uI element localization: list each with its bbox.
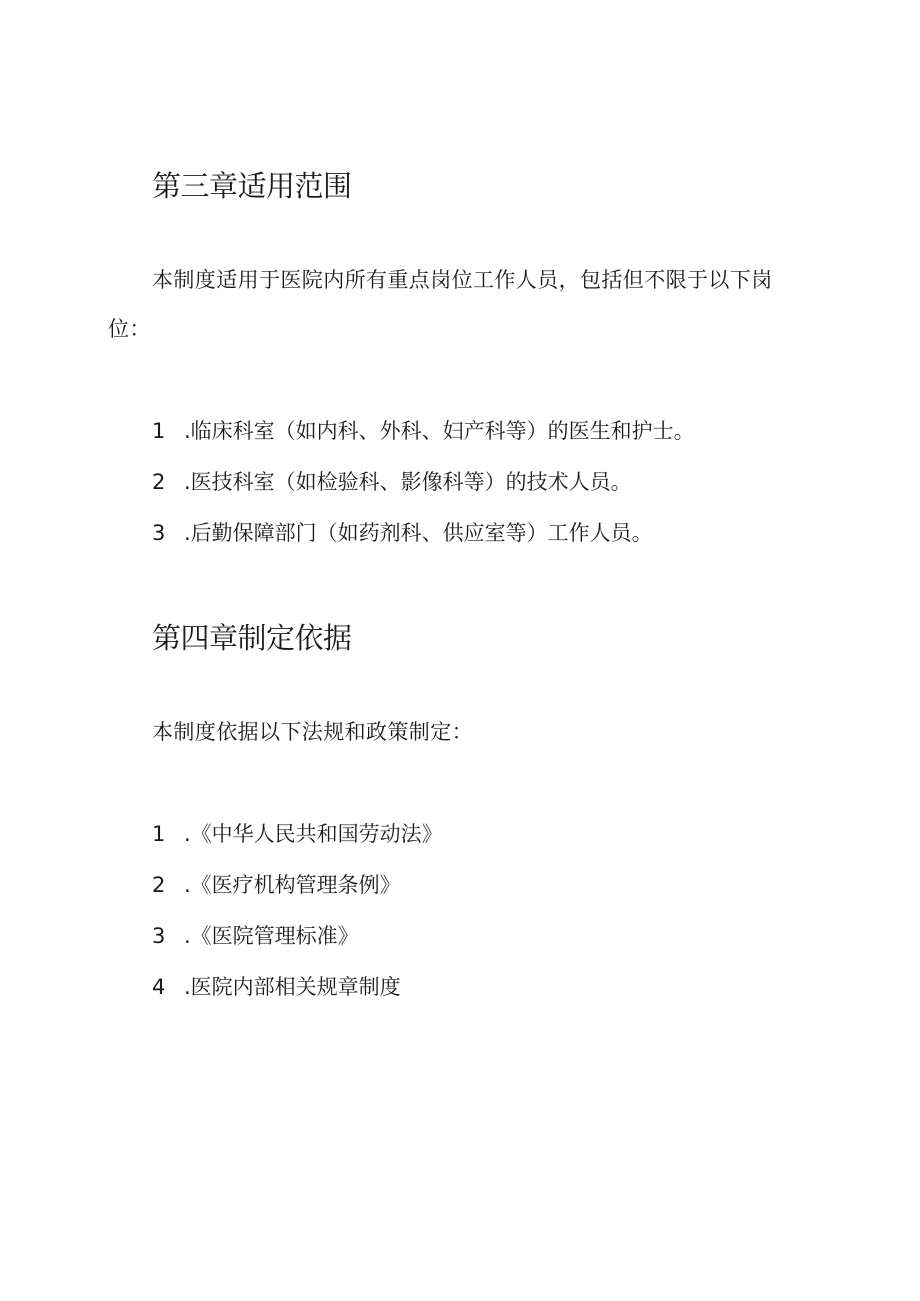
list-number: 4 bbox=[152, 975, 166, 999]
chapter3-list-item-1 bbox=[152, 421, 695, 442]
list-text: .后勤保障部门（如药剂科、供应室等）工作人员。 bbox=[184, 521, 653, 545]
list-text: .临床科室（如内科、外科、妇产科等）的医生和护士。 bbox=[184, 419, 695, 443]
chapter4-intro: 本制度依据以下法规和政策制定： bbox=[152, 720, 473, 744]
chapter4-title: 第四章制定依据 bbox=[152, 621, 352, 655]
chapter3-list-item-3 bbox=[152, 523, 653, 544]
list-number: 1 bbox=[152, 822, 166, 846]
chapter4-list-item-2 bbox=[152, 875, 401, 896]
list-text: .《医疗机构管理条例》 bbox=[184, 873, 401, 897]
chapter3-list-item-2 bbox=[152, 472, 632, 493]
list-text: .《中华人民共和国劳动法》 bbox=[184, 822, 443, 846]
list-text: .《医院管理标准》 bbox=[184, 924, 359, 948]
list-number: 1 bbox=[152, 419, 166, 443]
list-number: 2 bbox=[152, 873, 166, 897]
chapter4-list-item-4 bbox=[152, 977, 401, 998]
list-text: .医技科室（如检验科、影像科等）的技术人员。 bbox=[184, 470, 632, 494]
chapter4-list-item-1 bbox=[152, 824, 443, 845]
chapter3-intro-line2: 位： bbox=[108, 317, 151, 341]
list-number: 2 bbox=[152, 470, 166, 494]
list-number: 3 bbox=[152, 521, 166, 545]
list-text: .医院内部相关规章制度 bbox=[184, 975, 401, 999]
chapter3-title: 第三章适用范围 bbox=[152, 169, 352, 203]
list-number: 3 bbox=[152, 924, 166, 948]
chapter3-intro-line1: 本制度适用于医院内所有重点岗位工作人员，包括但不限于以下岗 bbox=[152, 268, 773, 292]
chapter4-list-item-3 bbox=[152, 926, 359, 947]
